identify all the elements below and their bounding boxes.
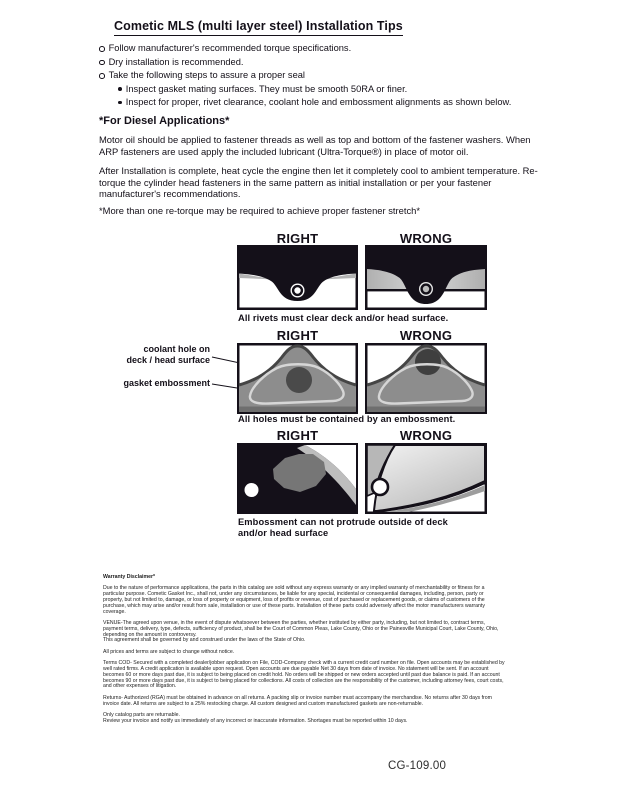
bullet-circle-icon — [99, 73, 105, 79]
diesel-paragraph-1: Motor oil should be applied to fastener threads as well as top and bottom of the fastener washers. When ARP fasteners are used apply the included lubricant (Ultra-Torque®) in place of motor oil. — [99, 134, 531, 157]
list-item — [99, 69, 569, 83]
disclaimer-paragraph: VENUE-The agreed upon venue, in the event of dispute whatsoever between the parties, whether instituted by either party, including, but not limited to, contract terms, payment terms, delivery, type, defects, sufficiency of product, shall be the Court of Common Pleas, Lake County, Ohio or the Painesville Municipal Court, Lake County, Ohio, depending on the amount in controversy. — [103, 619, 499, 638]
coolant-hole-annotation: coolant hole on deck / head surface — [126, 344, 210, 365]
diagram-embossment-wrong-panel — [365, 443, 487, 514]
warranty-disclaimer — [103, 575, 505, 730]
right-label-row1: RIGHT — [276, 231, 319, 246]
diagram-rivet-right-panel — [237, 245, 358, 310]
right-label-row2: RIGHT — [276, 328, 319, 343]
row2-caption: All holes must be contained by an embossment. — [238, 414, 456, 424]
page-code: CG-109.00 — [388, 760, 447, 772]
list-item — [99, 42, 569, 56]
disclaimer-paragraph: Terms COD- Secured with a completed dealer/jobber application on File, COD-Company check with a current credit card number on file. Open accounts may be established by well rated firms. A credit application is available upon request. Open accounts are due payable Net 30 days from date of invoice. No statement will be sent. If an account becomes 60 or more days past due, it is subject to being placed on credit hold. No orders will be shipped or new orders accepted until past due balance is paid. If an account becomes 90 or more days past due, it is subject to being placed for collections. All costs of collection are the responsibility of the customer, including attorney fees, court costs, and other expenses of litigation. — [103, 660, 505, 690]
disclaimer-paragraph: Due to the nature of performance applications, the parts in this catalog are sold without any express warranty or any implied warranty of merchantability or fitness for a particular purpose. Cometic Gasket Inc., shall not, under any circumstances, be liable for any special, incidental or consequential damages, including, person, party or property, but not limited to, damage, or loss of property or equipment, loss of profits or revenue, cost of purchased or replacement goods, or claims of customers of the purchase, which may arise and/or result from sale, installation or use of these parts. Installation of these parts could adversely affect the motor manufacturers warranty coverage. — [103, 585, 485, 615]
diagram-embossment-right-panel — [237, 443, 358, 514]
disclaimer-paragraph: All prices and terms are subject to change without notice. — [103, 648, 235, 655]
page-title: Cometic MLS (multi layer steel) Installation Tips — [114, 19, 403, 36]
disclaimer-paragraph: This agreement shall be governed by and construed under the laws of the State of Ohio. — [103, 637, 306, 644]
wrong-label-row3: WRONG — [399, 428, 453, 443]
bullet-dot-icon — [118, 87, 122, 91]
list-item-text: Inspect gasket mating surfaces. They must be smooth 50RA or finer. — [125, 83, 408, 94]
bullet-circle-icon — [99, 60, 105, 66]
row3-caption-line2: and/or head surface — [238, 528, 329, 538]
diesel-applications-heading: *For Diesel Applications* — [99, 115, 230, 127]
list-item-text: Follow manufacturer's recommended torque specifications. — [108, 43, 352, 53]
disclaimer-paragraph: Returns- Authorized (RGA) must be obtained in advance on all returns. A packing slip or invoice number must accompany the merchandise. No returns after 30 days from invoice date. All returns are subject to a 25% restocking charge. All custom designed and custom manufactured gaskets are non-returnable. — [103, 694, 492, 707]
row1-caption: All rivets must clear deck and/or head surface. — [238, 313, 449, 323]
disclaimer-paragraph: Review your invoice and notify us immediately of any incorrect or inaccurate information. Shortages must be reported within 10 days. — [103, 717, 408, 724]
sub-list-item — [118, 83, 569, 97]
installation-tips-list — [99, 42, 569, 110]
wrong-label-row1: WRONG — [399, 231, 453, 246]
gasket-embossment-annotation: gasket embossment — [123, 378, 210, 388]
bullet-dot-icon — [118, 101, 122, 105]
bullet-circle-icon — [99, 46, 105, 52]
list-item-text: Inspect for proper, rivet clearance, coolant hole and embossment alignments as shown below. — [125, 97, 512, 108]
sub-list-item — [118, 96, 569, 110]
list-item-text: Take the following steps to assure a proper seal — [108, 70, 305, 81]
row3-caption-line1: Embossment can not protrude outside of deck — [238, 517, 448, 527]
list-item — [99, 56, 569, 70]
list-item-text: Dry installation is recommended. — [108, 56, 244, 67]
diagram-rivet-wrong-panel — [365, 245, 487, 310]
wrong-label-row2: WRONG — [399, 328, 453, 343]
right-label-row3: RIGHT — [276, 428, 319, 443]
disclaimer-heading: Warranty Disclaimer* — [103, 574, 155, 580]
diagram-coolant-right-panel — [237, 343, 358, 414]
disclaimer-paragraph: Only catalog parts are returnable. — [103, 711, 180, 718]
diesel-paragraph-2: After Installation is complete, heat cycle the engine then let it completely cool to ambient temperature. Re-torque the cylinder head fasteners in the same pattern as initial installation or per your fastener manufacturer's recommendations. — [99, 165, 538, 200]
diesel-note: *More than one re-torque may be required to achieve proper fastener stretch* — [99, 205, 421, 216]
diagram-coolant-wrong-panel — [365, 343, 487, 414]
